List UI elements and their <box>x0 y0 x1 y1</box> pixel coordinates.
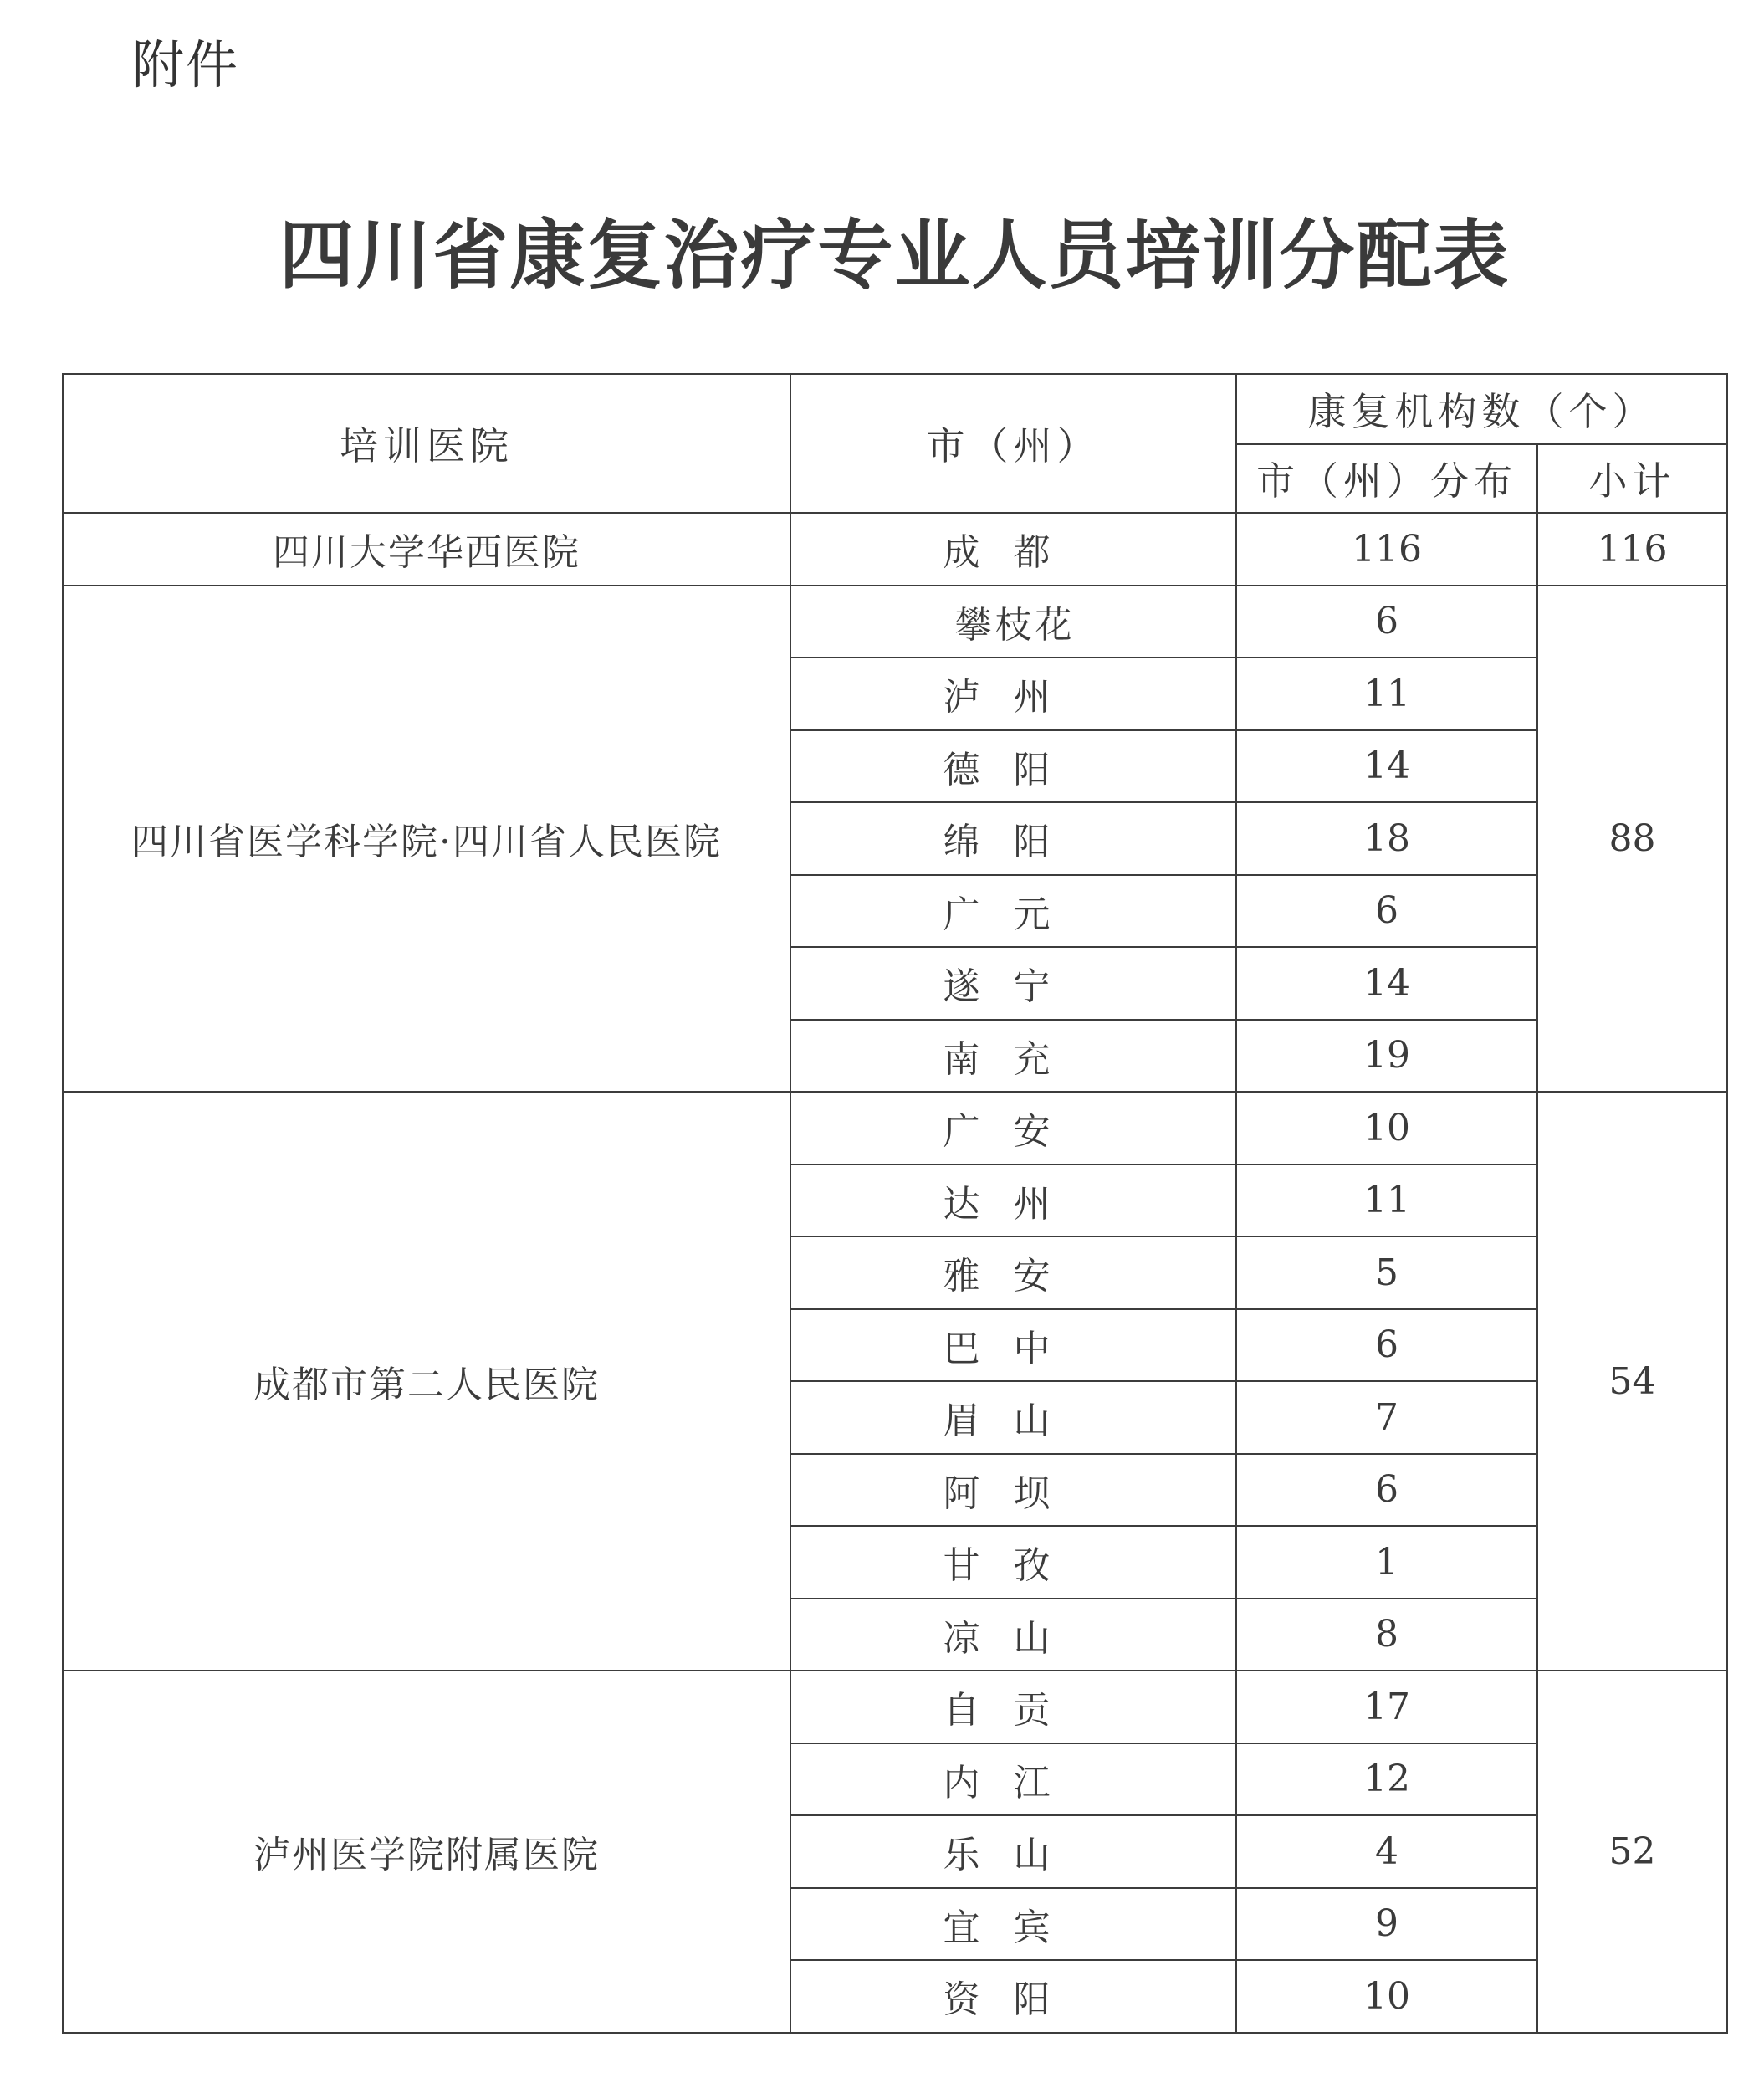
city-cell: 绵阳 <box>790 802 1236 875</box>
header-subtotal: 小计 <box>1537 444 1727 513</box>
subtotal-cell: 88 <box>1537 586 1727 1093</box>
distribution-count-cell: 7 <box>1236 1381 1537 1454</box>
table-row <box>63 586 1727 658</box>
distribution-count-cell: 19 <box>1236 1020 1537 1093</box>
distribution-count-cell: 10 <box>1236 1960 1537 2033</box>
city-cell: 眉山 <box>790 1381 1236 1454</box>
subtotal-cell: 52 <box>1537 1671 1727 2033</box>
city-cell: 甘孜 <box>790 1526 1236 1599</box>
city-cell: 自贡 <box>790 1671 1236 1743</box>
table-header <box>63 374 1727 513</box>
attachment-label: 附件 <box>132 34 240 95</box>
distribution-count-cell: 1 <box>1236 1526 1537 1599</box>
city-cell: 攀枝花 <box>790 586 1236 658</box>
city-cell: 遂宁 <box>790 947 1236 1020</box>
distribution-count-cell: 10 <box>1236 1092 1537 1164</box>
table-row <box>63 1092 1727 1164</box>
distribution-count-cell: 12 <box>1236 1743 1537 1816</box>
header-city: 市（州） <box>790 374 1236 513</box>
header-distribution: 市（州）分布 <box>1236 444 1537 513</box>
subtotal-cell: 116 <box>1537 513 1727 586</box>
city-cell: 阿坝 <box>790 1454 1236 1527</box>
distribution-count-cell: 11 <box>1236 658 1537 730</box>
distribution-count-cell: 6 <box>1236 1309 1537 1382</box>
distribution-count-cell: 116 <box>1236 513 1537 586</box>
distribution-count-cell: 9 <box>1236 1888 1537 1961</box>
table-body <box>63 513 1727 2033</box>
distribution-count-cell: 5 <box>1236 1236 1537 1309</box>
city-cell: 内江 <box>790 1743 1236 1816</box>
distribution-count-cell: 6 <box>1236 1454 1537 1527</box>
city-cell: 成都 <box>790 513 1236 586</box>
distribution-count-cell: 8 <box>1236 1599 1537 1671</box>
distribution-count-cell: 6 <box>1236 586 1537 658</box>
table-row <box>63 513 1727 586</box>
distribution-count-cell: 6 <box>1236 875 1537 948</box>
allocation-table <box>62 373 1728 2034</box>
city-cell: 达州 <box>790 1164 1236 1237</box>
city-cell: 乐山 <box>790 1815 1236 1888</box>
city-cell: 广安 <box>790 1092 1236 1164</box>
distribution-count-cell: 11 <box>1236 1164 1537 1237</box>
city-cell: 南充 <box>790 1020 1236 1093</box>
distribution-count-cell: 4 <box>1236 1815 1537 1888</box>
hospital-cell: 四川大学华西医院 <box>63 513 790 586</box>
city-cell: 雅安 <box>790 1236 1236 1309</box>
header-hospital: 培训医院 <box>63 374 790 513</box>
distribution-count-cell: 14 <box>1236 947 1537 1020</box>
city-cell: 资阳 <box>790 1960 1236 2033</box>
city-cell: 巴中 <box>790 1309 1236 1382</box>
hospital-cell: 四川省医学科学院·四川省人民医院 <box>63 586 790 1093</box>
distribution-count-cell: 14 <box>1236 730 1537 803</box>
city-cell: 广元 <box>790 875 1236 948</box>
distribution-count-cell: 18 <box>1236 802 1537 875</box>
subtotal-cell: 54 <box>1537 1092 1727 1671</box>
page-title: 四川省康复治疗专业人员培训分配表 <box>279 212 1511 299</box>
hospital-cell: 泸州医学院附属医院 <box>63 1671 790 2033</box>
city-cell: 泸州 <box>790 658 1236 730</box>
table-row <box>63 1671 1727 1743</box>
city-cell: 宜宾 <box>790 1888 1236 1961</box>
hospital-cell: 成都市第二人民医院 <box>63 1092 790 1671</box>
city-cell: 凉山 <box>790 1599 1236 1671</box>
header-count-group: 康复机构数（个） <box>1236 374 1727 444</box>
city-cell: 德阳 <box>790 730 1236 803</box>
distribution-count-cell: 17 <box>1236 1671 1537 1743</box>
